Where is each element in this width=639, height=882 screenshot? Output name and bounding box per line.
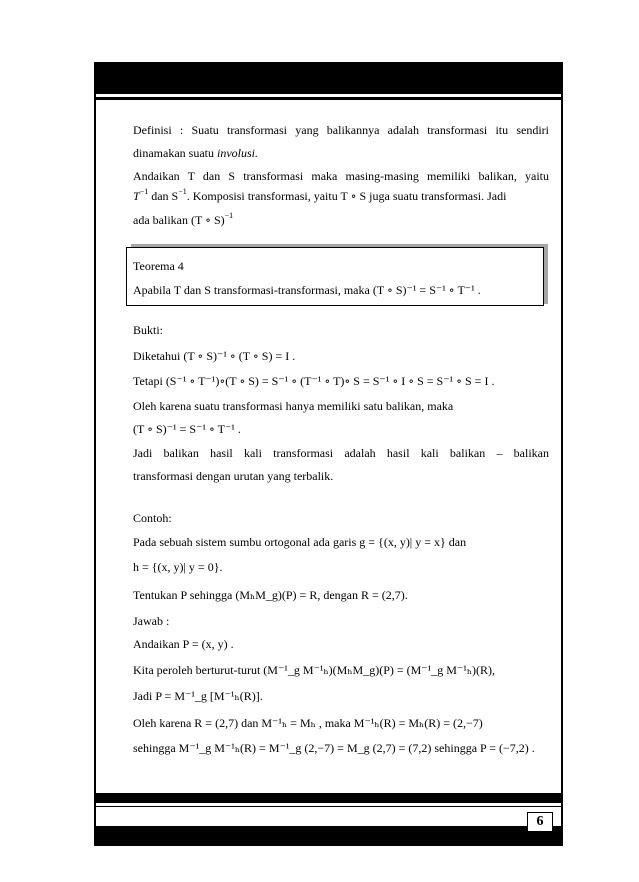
definition-line-4: $T^{-1}$ dan $S^{-1}$. Komposisi transformasi, yaitu T ∘ S juga suatu transformasi. Jadi [133,187,507,203]
footer-rule [96,806,561,807]
example-line-4: Jawab : [133,614,170,628]
example-line-1: Pada sebuah sistem sumbu ortogonal ada garis g = {(x, y)| y = x} dan [133,535,467,549]
proof-line-3: Oleh karena suatu transformasi hanya memiliki satu balikan, maka [133,399,454,413]
example-title: Contoh: [133,511,172,525]
example-line-5: Andaikan P = (x, y) . [133,637,234,651]
example-line-7: Jadi P = M⁻¹_g [M⁻¹ₕ(R)]. [133,689,263,703]
definition-line-1: Definisi : Suatu transformasi yang balikannya adalah transformasi itu sendiri [133,123,549,137]
theorem-statement: Apabila T dan S transformasi-transformasi, maka (T ∘ S)⁻¹ = S⁻¹ ∘ T⁻¹ . [133,283,481,297]
definition-line-5: ada balikan (T ∘ S)$^{-1}$ [133,211,234,227]
proof-line-5: Jadi balikan hasil kali transformasi adalah hasil kali balikan – balikan [133,446,549,460]
proof-title: Bukti: [133,323,164,337]
definition-line-3: Andaikan T dan S transformasi maka masing-masing memiliki balikan, yaitu [133,169,549,183]
example-line-3: Tentukan P sehingga (MₕM_g)(P) = R, dengan R = (2,7). [133,588,408,602]
page-frame-left [94,62,96,846]
footer-bar [94,826,563,846]
example-line-6: Kita peroleh berturut-turut (M⁻¹_g M⁻¹ₕ)(MₕM_g)(P) = (M⁻¹_g M⁻¹ₕ)(R), [133,663,496,677]
example-line-9: sehingga M⁻¹_g M⁻¹ₕ(R) = M⁻¹_g (2,−7) = M_g (2,7) = (7,2) sehingga P = (−7,2) . [133,741,535,755]
page-number: 6 [527,812,553,832]
header-rule [96,97,561,100]
proof-line-1: Diketahui (T ∘ S)⁻¹ ∘ (T ∘ S) = I . [133,349,296,363]
example-line-2: h = {(x, y)| y = 0}. [133,560,223,574]
footer-band [94,793,563,803]
definition-line-2: dinamakan suatu involusi. [133,146,258,160]
proof-line-4: (T ∘ S)⁻¹ = S⁻¹ ∘ T⁻¹ . [133,422,241,436]
theorem-title: Teorema 4 [133,259,184,273]
header-band [94,62,563,94]
example-line-8: Oleh karena R = (2,7) dan M⁻¹ₕ = Mₕ , maka M⁻¹ₕ(R) = Mₕ(R) = (2,−7) [133,716,483,730]
proof-line-6: transformasi dengan urutan yang terbalik. [133,469,334,483]
page-frame-right [561,62,563,846]
proof-line-2: Tetapi (S⁻¹ ∘ T⁻¹)∘(T ∘ S) = S⁻¹ ∘ (T⁻¹ ∘ T)∘ S = S⁻¹ ∘ I ∘ S = S⁻¹ ∘ S = I . [133,374,495,388]
